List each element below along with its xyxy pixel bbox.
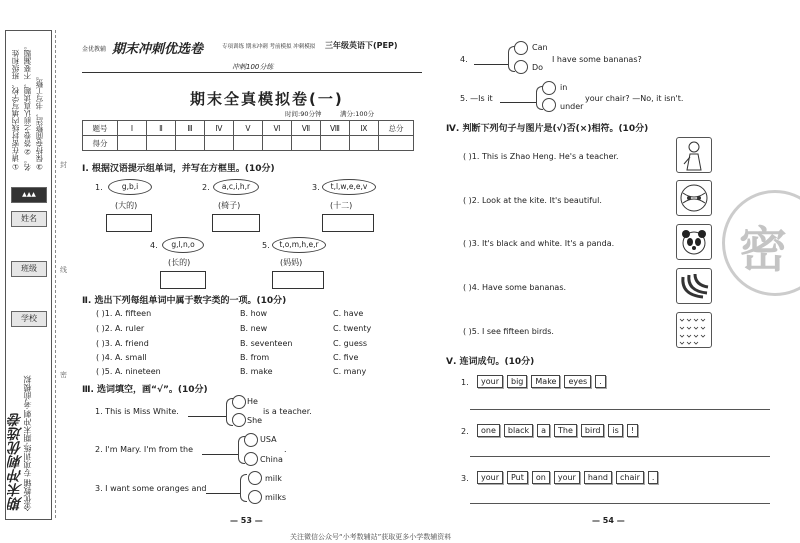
brand-sub: 金优教辅 [82, 46, 107, 53]
seal-stamp [722, 190, 800, 296]
s1-item-no: 3. [312, 183, 320, 192]
s1-meaning: (妈妈) [280, 258, 303, 267]
birds-picture [676, 312, 712, 348]
s2-option-a: ( )4. A. small [96, 353, 147, 362]
page-number-right: — 54 — [592, 516, 625, 525]
footer-note: 关注微信公众号“小考数辅站”获取更多小学数辅资料 [290, 533, 452, 541]
s5-item-no: 1. [461, 378, 469, 387]
score-header: Ⅲ [176, 121, 205, 136]
word-card[interactable]: big [507, 375, 527, 388]
seal-stamp-char: 密 [739, 222, 788, 278]
s3-option: Can [532, 43, 548, 52]
s4-statement: ( )4. Have some bananas. [463, 283, 567, 292]
s3-option: She [247, 416, 263, 425]
binding-char-2: 线 [60, 266, 67, 274]
exam-full-score: 满分:100分 [340, 110, 375, 118]
s3-suffix: is a teacher. [263, 407, 312, 416]
s3-prefix: 5. —Is it [460, 94, 493, 103]
score-header: Ⅰ [118, 121, 147, 136]
s3-option: in [560, 83, 568, 92]
word-card[interactable]: The [554, 424, 577, 437]
section2-heading: Ⅱ. 选出下列每组单词中属于数字类的一项。(10分) [82, 296, 287, 306]
s2-option-a: ( )3. A. friend [96, 339, 149, 348]
s3-check-circle[interactable] [542, 81, 556, 95]
exam-time: 时间:90分钟 [285, 110, 322, 118]
s3-prefix: 2. I'm Mary. I'm from the [95, 445, 194, 454]
s3-blank[interactable] [206, 493, 240, 494]
s2-option-b: B. from [240, 353, 270, 362]
word-card[interactable]: is [608, 424, 622, 437]
s2-option-c: C. five [333, 353, 359, 362]
score-cell[interactable] [263, 136, 292, 151]
s3-option: China [260, 455, 283, 464]
binding-char-1: 封 [60, 161, 67, 169]
s3-suffix: . [284, 445, 287, 454]
s1-meaning: (椅子) [218, 201, 241, 210]
s3-check-circle[interactable] [248, 471, 262, 485]
s3-check-circle[interactable] [514, 60, 528, 74]
class-field-label: 班级 [11, 261, 47, 277]
s1-letters: g,b,i [108, 179, 152, 195]
s1-letters: a,c,i,h,r [213, 179, 259, 195]
s3-blank[interactable] [474, 64, 508, 65]
s3-blank[interactable] [500, 102, 536, 103]
score-header: Ⅶ [292, 121, 321, 136]
s5-word-row [477, 471, 662, 484]
score-cell[interactable] [176, 136, 205, 151]
s2-option-c: C. have [333, 309, 364, 318]
s1-meaning: (十二) [330, 201, 353, 210]
answer-line[interactable] [470, 503, 770, 504]
answer-line[interactable] [470, 456, 770, 457]
score-header: Ⅵ [263, 121, 292, 136]
score-cell[interactable] [292, 136, 321, 151]
s3-brace [240, 474, 247, 502]
s5-item-no: 3. [461, 474, 469, 483]
score-cell[interactable] [350, 136, 379, 151]
s3-prefix: 3. I want some oranges and [95, 484, 207, 493]
page-header [82, 38, 422, 73]
s3-option: milk [265, 474, 282, 483]
score-header: Ⅳ [205, 121, 234, 136]
s3-option: USA [260, 435, 277, 444]
s2-option-c: C. guess [333, 339, 368, 348]
sidebar-note: ①请在密封线内填写学校、班级和姓名。②答卷之前认真读题，不要漏题。③保持卷面整洁，书写工整。 [11, 42, 44, 171]
panda-picture [676, 224, 712, 260]
s4-statement: ( )3. It's black and white. It's a panda. [463, 239, 615, 248]
score-row-label: 得分 [83, 136, 118, 151]
s1-answer-box[interactable] [272, 271, 324, 289]
s1-item-no: 4. [150, 241, 158, 250]
s3-option: He [247, 397, 258, 406]
score-header: Ⅸ [350, 121, 379, 136]
word-card[interactable]: your [477, 471, 503, 484]
section3-heading: Ⅲ. 选词填空，画“√”。(10分) [82, 385, 208, 395]
word-card[interactable]: a [537, 424, 550, 437]
word-card[interactable]: Put [507, 471, 528, 484]
s2-option-a: ( )2. A. ruler [96, 324, 145, 333]
s3-prefix: 4. [460, 55, 468, 64]
seal-label: ▲▲▲ [11, 187, 47, 203]
s3-suffix: your chair? —No, it isn't. [585, 94, 684, 103]
score-cell[interactable] [321, 136, 350, 151]
section5-heading: Ⅴ. 连词成句。(10分) [446, 357, 535, 367]
exam-title: 期末全真模拟卷(一) [190, 90, 344, 108]
score-header: Ⅴ [234, 121, 263, 136]
s2-option-b: B. make [240, 367, 273, 376]
score-cell[interactable] [147, 136, 176, 151]
s3-check-circle[interactable] [232, 395, 246, 409]
s4-statement: ( )1. This is Zhao Heng. He's a teacher. [463, 152, 619, 161]
grade-label: 三年级英语下(PEP) [325, 41, 398, 50]
word-card[interactable]: on [532, 471, 550, 484]
s1-letters: g,l,n,o [162, 237, 204, 253]
score-cell[interactable] [379, 136, 414, 151]
s1-letters: t,l,w,e,e,v [322, 179, 376, 195]
word-card[interactable]: bird [581, 424, 605, 437]
s1-answer-box[interactable] [106, 214, 152, 232]
s5-word-row [477, 424, 642, 437]
binding-char-3: 密 [60, 371, 67, 379]
word-card[interactable]: chair [616, 471, 644, 484]
s2-option-a: ( )5. A. nineteen [96, 367, 161, 376]
s2-option-b: B. how [240, 309, 268, 318]
s2-option-b: B. new [240, 324, 268, 333]
page-number-left: — 53 — [230, 516, 263, 525]
s3-option: milks [265, 493, 287, 502]
word-card[interactable]: . [648, 471, 659, 484]
s1-meaning: (大的) [115, 201, 138, 210]
word-card[interactable]: Make [531, 375, 560, 388]
s3-option: Do [532, 63, 544, 72]
s3-check-circle[interactable] [244, 452, 258, 466]
s1-meaning: (长的) [168, 258, 191, 267]
sidebar [5, 30, 52, 520]
s1-letters: t,o,m,h,e,r [272, 237, 326, 253]
s5-item-no: 2. [461, 427, 469, 436]
s3-blank[interactable] [188, 416, 226, 417]
word-card[interactable]: black [504, 424, 533, 437]
binding-line [55, 30, 56, 518]
s2-option-a: ( )1. A. fifteen [96, 309, 152, 318]
brand-logo: 期末冲刺优选卷 [112, 42, 204, 57]
word-card[interactable]: one [477, 424, 500, 437]
word-card[interactable]: your [554, 471, 580, 484]
school-field-label: 学校 [11, 311, 47, 327]
s3-check-circle[interactable] [542, 98, 556, 112]
s2-option-b: B. seventeen [240, 339, 293, 348]
s1-item-no: 5. [262, 241, 270, 250]
s3-prefix: 1. This is Miss White. [95, 407, 179, 416]
word-card[interactable]: ! [627, 424, 638, 437]
answer-line[interactable] [470, 409, 770, 410]
s4-statement: ( )5. I see fifteen birds. [463, 327, 554, 336]
s3-check-circle[interactable] [514, 41, 528, 55]
s1-item-no: 1. [95, 183, 103, 192]
name-field-label: 姓名 [11, 211, 47, 227]
section1-heading: Ⅰ. 根据汉语提示组单词，并写在方框里。(10分) [82, 164, 275, 174]
score-header: Ⅱ [147, 121, 176, 136]
s4-statement: ( )2. Look at the kite. It's beautiful. [463, 196, 602, 205]
score-header: 总分 [379, 121, 414, 136]
word-card[interactable]: your [477, 375, 503, 388]
score-table [82, 120, 414, 151]
bananas-picture [676, 268, 712, 304]
teacher-picture [676, 137, 712, 173]
sidebar-brand: 期末冲刺优选卷 金优教辅 专项训练·期末冲刺·考前模拟 [8, 375, 32, 511]
brand-tags: 专项训练 期末冲刺 考前模拟 冲刺模拟 [222, 44, 316, 50]
s3-option: under [560, 102, 584, 111]
s3-check-circle[interactable] [232, 413, 246, 427]
s3-blank[interactable] [202, 454, 238, 455]
score-header: Ⅷ [321, 121, 350, 136]
s1-answer-box[interactable] [160, 271, 206, 289]
word-card[interactable]: . [595, 375, 606, 388]
s1-answer-box[interactable] [322, 214, 374, 232]
score-cell[interactable] [205, 136, 234, 151]
word-card[interactable]: eyes [564, 375, 591, 388]
section4-heading: Ⅳ. 判断下列句子与图片是(√)否(×)相符。(10分) [446, 124, 649, 134]
word-card[interactable]: hand [584, 471, 612, 484]
s3-suffix: I have some bananas? [552, 55, 642, 64]
s5-word-row [477, 375, 610, 388]
s1-answer-box[interactable] [212, 214, 260, 232]
s1-item-no: 2. [202, 183, 210, 192]
score-cell[interactable] [118, 136, 147, 151]
s3-check-circle[interactable] [248, 490, 262, 504]
slogan: 冲刺100分练 [232, 63, 274, 71]
score-cell[interactable] [234, 136, 263, 151]
ball-picture [676, 180, 712, 216]
score-header: 题号 [83, 121, 118, 136]
s2-option-c: C. twenty [333, 324, 372, 333]
s2-option-c: C. many [333, 367, 367, 376]
s3-check-circle[interactable] [244, 433, 258, 447]
